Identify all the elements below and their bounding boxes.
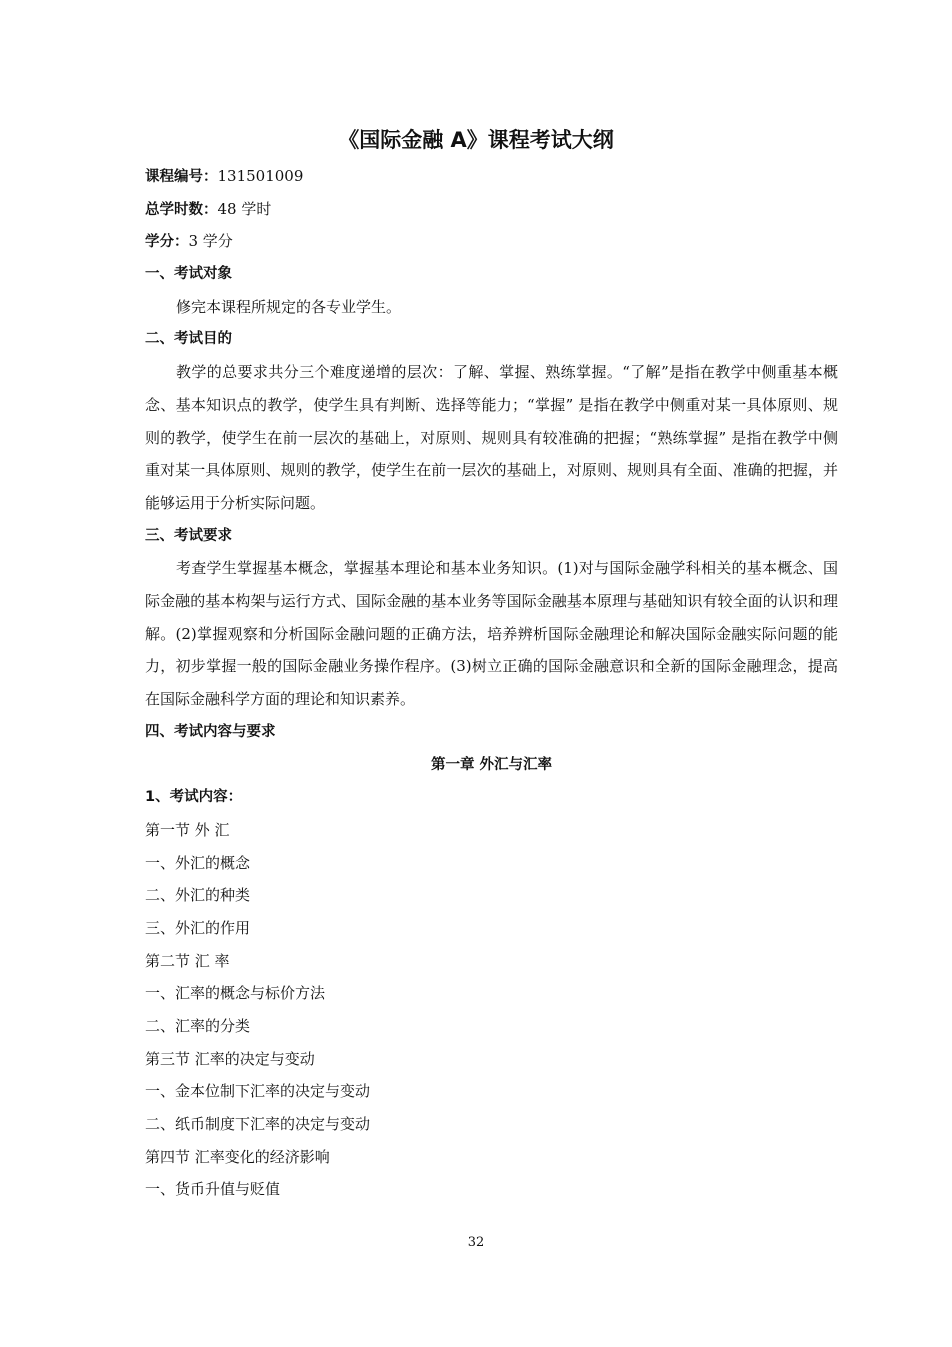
list-item: 三、外汇的作用 bbox=[145, 918, 251, 937]
section-heading-2: 二、考试目的 bbox=[145, 331, 232, 348]
list-item: 第一节 外 汇 bbox=[145, 820, 230, 839]
document-title: 《国际金融 A》课程考试大纲 bbox=[338, 128, 614, 152]
course-code-line bbox=[145, 160, 838, 193]
page-number: 32 bbox=[467, 1235, 485, 1250]
section-heading-4: 四、考试内容与要求 bbox=[145, 723, 276, 740]
section-text-1: 修完本课程所规定的各专业学生。 bbox=[176, 297, 402, 316]
list-item: 二、外汇的种类 bbox=[145, 886, 251, 905]
document-body bbox=[145, 160, 838, 1206]
list-item: 一、外汇的概念 bbox=[145, 853, 251, 872]
chapter-title: 第一章 外汇与汇率 bbox=[430, 756, 553, 773]
section-heading-3: 三、考试要求 bbox=[145, 527, 232, 544]
list-item: 一、货币升值与贬值 bbox=[145, 1180, 281, 1199]
total-hours-label: 总学时数： bbox=[145, 201, 218, 218]
section-paragraph-3 bbox=[145, 552, 838, 716]
course-code-label: 课程编号： bbox=[145, 169, 218, 185]
section-text-2: 教学的总要求共分三个难度递增的层次：了解、掌握、熟练掌握。“了解”是指在教学中侧重基本概念、基本知识点的教学，使学生具有判断、选择等能力；“掌握” 是指在教学中侧重对某一具体原则、规则的教学，使学生在前一层次的基础上，对原则、规则具有较准确的把握；“熟练掌握” 是指在教学中侧重对某一具体原则、规则的教学，使学生在前一层次的基础上，对原则、规则具有全面、准确的把握，并能够运用于分析实际问题。 bbox=[145, 363, 838, 512]
total-hours-value: 48 学时 bbox=[217, 199, 272, 218]
list-item: 第四节 汇率变化的经济影响 bbox=[145, 1147, 330, 1166]
section-text-3: 考查学生掌握基本概念，掌握基本理论和基本业务知识。(1)对与国际金融学科相关的基本概念、国际金融的基本构架与运行方式、国际金融的基本业务等国际金融基本原理与基础知识有较全面的认识和理解。(2)掌握观察和分析国际金融问题的正确方法，培养辨析国际金融理论和解决国际金融实际问题的能力，初步掌握一般的国际金融业务操作程序。(3)树立正确的国际金融意识和全新的国际金融理念，提高在国际金融科学方面的理论和知识素养。 bbox=[145, 559, 838, 709]
list-item: 第三节 汇率的决定与变动 bbox=[145, 1049, 315, 1068]
list-item: 一、汇率的概念与标价方法 bbox=[145, 984, 326, 1003]
course-code-value: 131501009 bbox=[217, 167, 304, 185]
total-hours-line bbox=[145, 193, 838, 226]
list-item: 一、金本位制下汇率的决定与变动 bbox=[145, 1082, 371, 1101]
credits-line bbox=[145, 225, 838, 258]
content-label: 1、考试内容： bbox=[145, 789, 243, 806]
list-item: 二、纸币制度下汇率的决定与变动 bbox=[145, 1115, 371, 1134]
credits-value: 3 学分 bbox=[188, 232, 233, 251]
section-paragraph-2 bbox=[145, 356, 838, 520]
credits-label: 学分： bbox=[145, 234, 189, 251]
list-item: 二、汇率的分类 bbox=[145, 1017, 251, 1036]
list-item: 第二节 汇 率 bbox=[145, 951, 230, 970]
section-heading-1: 一、考试对象 bbox=[145, 266, 232, 283]
